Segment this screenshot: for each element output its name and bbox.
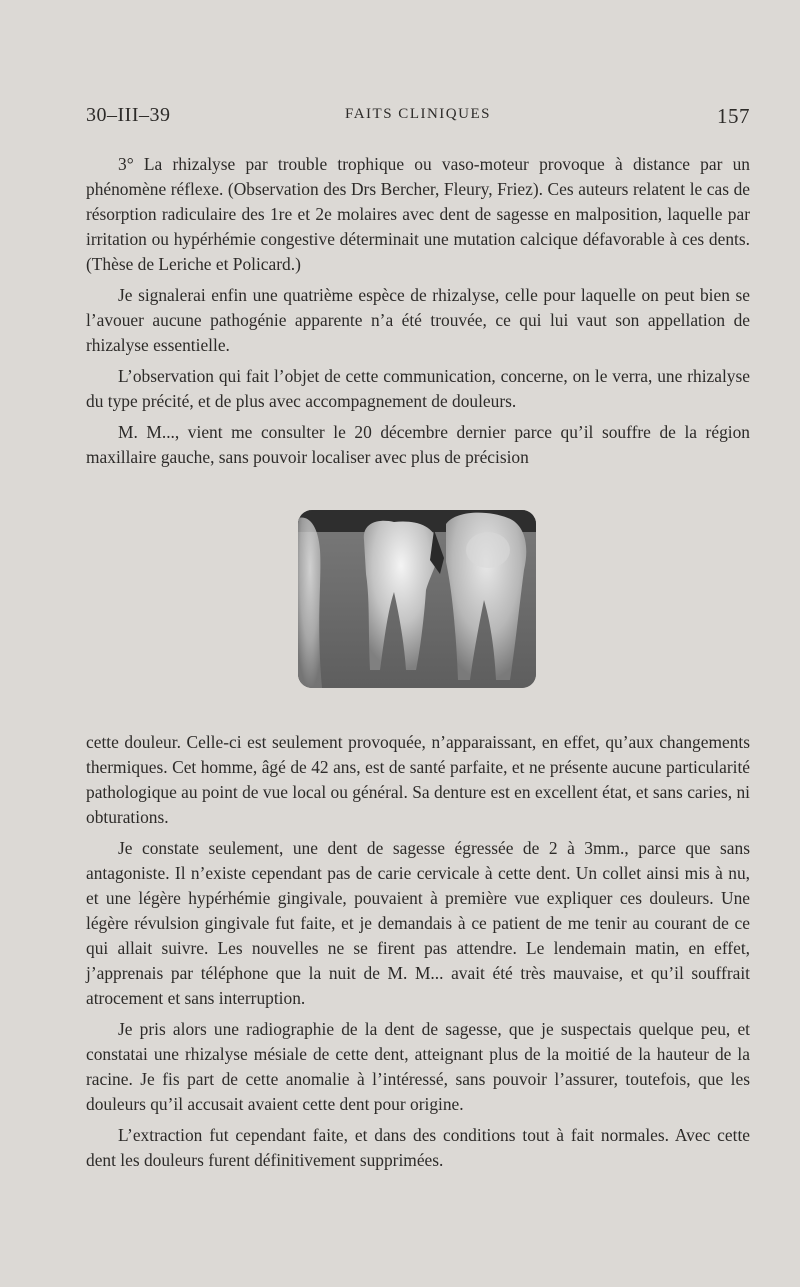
radiograph-image <box>298 510 536 688</box>
text-block-before-figure <box>86 152 750 476</box>
text-block-after-figure <box>86 730 750 1179</box>
paragraph: Je pris alors une radiographie de la dent de sagesse, que je suspectais quelque peu, et constatai une rhizalyse mésiale de cette dent, atteignant plus de la moitié de la hauteur de la racine. Je fis part de cette anomalie à l’intéressé, sans pouvoir l’assurer, toutefois, que les douleurs qu’il accusait avaient cette dent pour origine. <box>86 1019 750 1114</box>
paragraph: L’observation qui fait l’objet de cette communication, concerne, on le verra, une rhizalyse du type précité, et de plus avec accompagnement de douleurs. <box>86 366 750 411</box>
header-date: 30–III–39 <box>86 104 171 126</box>
paragraph: Je signalerai enfin une quatrième espèce de rhizalyse, celle pour laquelle on peut bien se l’avouer aucune pathogénie apparente n’a été trouvée, ce qui lui vaut son appellation de rhizalyse essentielle. <box>86 285 750 355</box>
header-section-title: FAITS CLINIQUES <box>345 106 491 122</box>
paragraph: M. M..., vient me consulter le 20 décembre dernier parce qu’il souffre de la région maxillaire gauche, sans pouvoir localiser avec plus de précision <box>86 422 750 467</box>
paragraph: L’extraction fut cependant faite, et dans des conditions tout à fait normales. Avec cette dent les douleurs furent définitivement supprimées. <box>86 1125 750 1170</box>
dental-radiograph-figure <box>298 510 536 688</box>
paragraph: 3° La rhizalyse par trouble trophique ou vaso-moteur provoque à distance par un phénomène réflexe. (Observation des Drs Bercher, Fleury, Friez). Ces auteurs relatent le cas de résorption radiculaire des 1re et 2e molaires avec dent de sagesse en malposition, laquelle par irritation ou hypérhémie congestive déterminait une mutation calcique défavorable à ces dents. (Thèse de Leriche et Policard.) <box>86 154 750 274</box>
page-number: 157 <box>717 104 750 128</box>
paragraph: Je constate seulement, une dent de sagesse égressée de 2 à 3mm., parce que sans antagoniste. Il n’existe cependant pas de carie cervicale à cette dent. Un collet ainsi mis à nu, et une légère hypérhémie gingivale, pouvaient à première vue expliquer ces douleurs. Une légère révulsion gingivale fut faite, et je demandais à ce patient de me tenir au courant de ce qui allait suivre. Les nouvelles ne se firent pas attendre. Le lendemain matin, en effet, j’apprenais par téléphone que la nuit de M. M... avait été très mauvaise, et qu’il souffrait atrocement et sans interruption. <box>86 838 750 1008</box>
running-header <box>86 104 750 132</box>
paragraph: cette douleur. Celle-ci est seulement provoquée, n’apparaissant, en effet, qu’aux changements thermiques. Cet homme, âgé de 42 ans, est de santé parfaite, et ne présente aucune particularité pathologique au point de vue local ou général. Sa denture est en excellent état, et sans caries, ni obturations. <box>86 732 750 827</box>
